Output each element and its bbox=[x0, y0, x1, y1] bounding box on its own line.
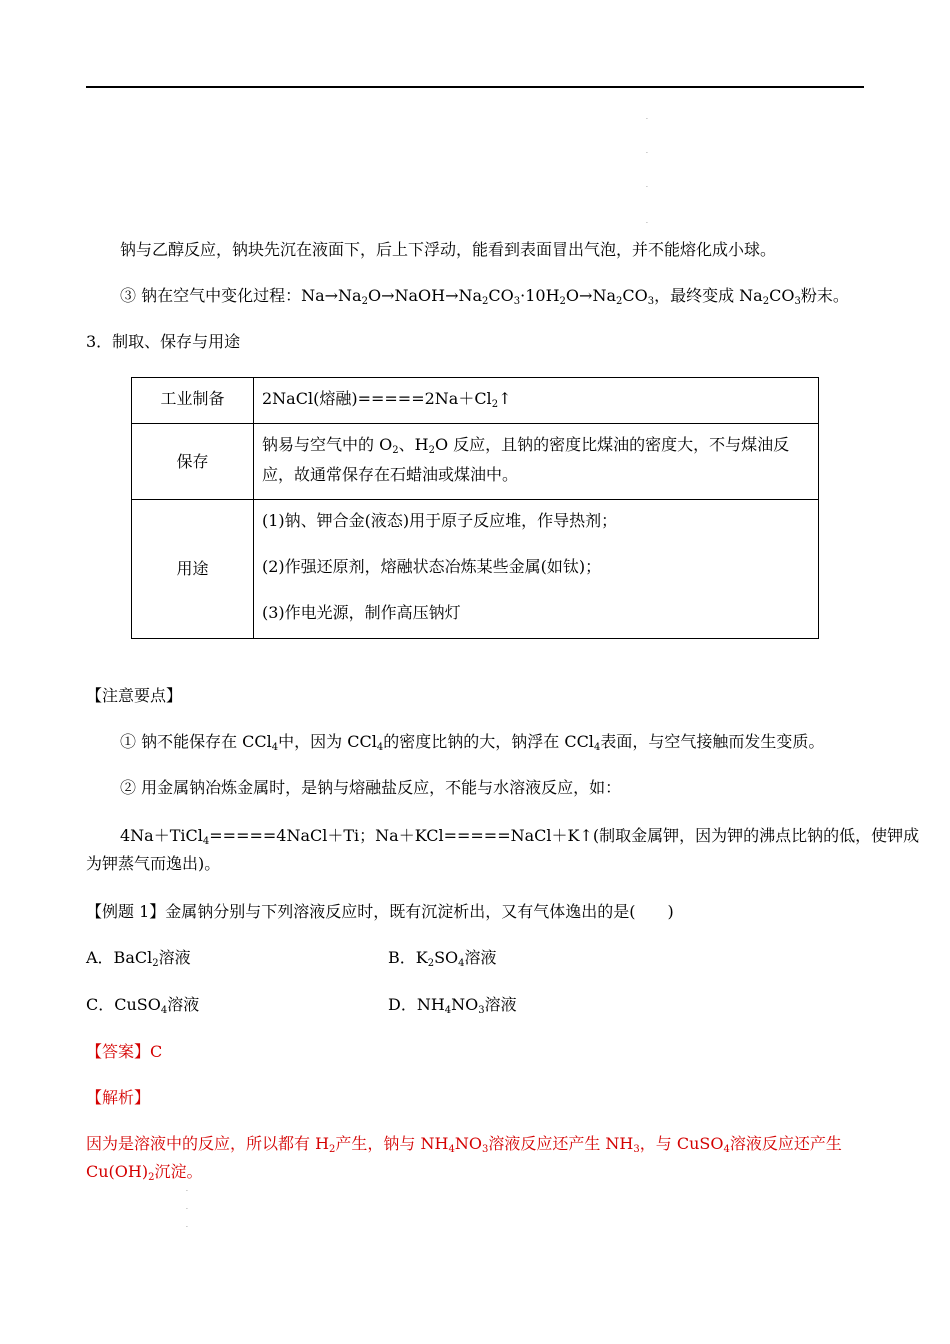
answer: 【答案】C bbox=[86, 1042, 163, 1061]
use-item: (2)作强还原剂，熔融状态冶炼某些金属(如钛)； bbox=[262, 557, 602, 576]
marker-dot: · bbox=[646, 220, 648, 227]
note-equation: 4Na＋TiCl$_4$=====4NaCl＋Ti；Na＋KCl=====NaCl＋K↑(制取金属钾，因为钾的沸点比钠的低，使钾成 bbox=[120, 826, 920, 847]
table-row bbox=[132, 424, 819, 500]
marker-dot: · bbox=[186, 1224, 188, 1231]
note-heading: 【注意要点】 bbox=[86, 686, 183, 705]
marker-dot: · bbox=[646, 150, 648, 157]
table-head: 保存 bbox=[132, 424, 254, 500]
option-d: D．$NH_4NO_3$溶液 bbox=[388, 995, 517, 1016]
option-c: C．CuSO$_4$溶液 bbox=[86, 995, 200, 1016]
section-heading: 3．制取、保存与用途 bbox=[86, 332, 241, 351]
analysis-heading: 【解析】 bbox=[86, 1088, 151, 1107]
option-b: B．$K_2SO_4$溶液 bbox=[388, 948, 497, 969]
marker-dot: · bbox=[646, 184, 648, 191]
table-head: 用途 bbox=[132, 500, 254, 639]
note-equation-cont: 为钾蒸气而逸出)。 bbox=[86, 854, 221, 873]
sodium-table bbox=[131, 377, 819, 639]
table-cell: 钠易与空气中的 $O_2$、$H_2O$ 反应，且钠的密度比煤油的密度大，不与煤油反 应，故通常保存在石蜡油或煤油中。 bbox=[254, 424, 819, 500]
marker-dot: · bbox=[646, 116, 648, 123]
example-question: 【例题 1】金属钠分别与下列溶液反应时，既有沉淀析出，又有气体逸出的是( ) bbox=[86, 902, 674, 921]
option-a: A．BaCl$_2$溶液 bbox=[86, 948, 191, 969]
use-item: (3)作电光源，制作高压钠灯 bbox=[262, 603, 461, 622]
marker-dot: · bbox=[186, 1188, 188, 1195]
table-row bbox=[132, 500, 819, 639]
air-change-text: ③ 钠在空气中变化过程：$Na\to Na_2O\to NaOH\to Na_2CO_3\cdot 10H_2O\to Na_2CO_3$，最终变成 $Na_2CO_3$粉末。 bbox=[120, 286, 849, 307]
note-item: ② 用金属钠冶炼金属时，是钠与熔融盐反应，不能与水溶液反应，如： bbox=[120, 778, 622, 797]
ethanol-reaction-text: 钠与乙醇反应，钠块先沉在液面下，后上下浮动，能看到表面冒出气泡，并不能熔化成小球。 bbox=[120, 240, 777, 259]
table-row bbox=[132, 378, 819, 424]
note-item: ① 钠不能保存在 CCl$_4$中，因为 CCl$_4$的密度比钠的大，钠浮在 CCl$_4$表面，与空气接触而发生变质。 bbox=[120, 732, 825, 753]
table-cell: 2NaCl(熔融)$=====2Na+Cl_2↑$ bbox=[254, 378, 819, 424]
use-item: (1)钠、钾合金(液态)用于原子反应堆，作导热剂； bbox=[262, 511, 618, 530]
analysis-text: 因为是溶液中的反应，所以都有 $H_2$产生，钠与 $NH_4NO_3$溶液反应还产生 $NH_3$，与 CuSO$_4$溶液反应还产生 bbox=[86, 1134, 842, 1155]
marker-dot: · bbox=[186, 1206, 188, 1213]
analysis-text-cont: $Cu(OH)_2$沉淀。 bbox=[86, 1162, 203, 1183]
table-head: 工业制备 bbox=[132, 378, 254, 424]
table-cell bbox=[254, 500, 819, 639]
header-rule bbox=[86, 86, 864, 88]
